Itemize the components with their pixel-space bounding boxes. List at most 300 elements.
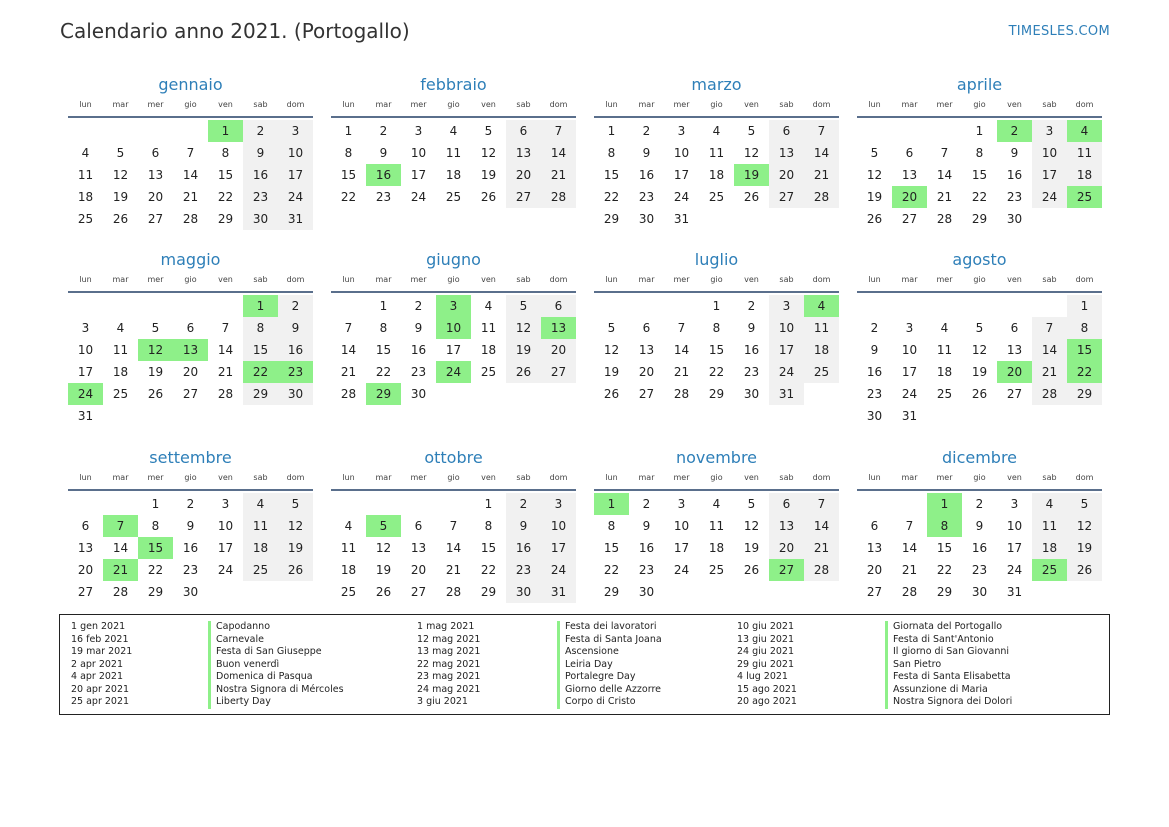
day-cell: 30 bbox=[866, 409, 883, 423]
weekday-label: lun bbox=[605, 100, 618, 109]
weekday-label: ven bbox=[481, 100, 496, 109]
weekday-label: sab bbox=[1042, 473, 1057, 482]
weekday-header bbox=[68, 98, 313, 118]
day-cell: 18 bbox=[708, 541, 725, 555]
day-cell: 27 bbox=[506, 186, 541, 208]
weekday-label: mer bbox=[936, 275, 953, 284]
day-cell: 25 bbox=[804, 361, 839, 383]
day-cell: 31 bbox=[77, 409, 94, 423]
day-cell: 10 bbox=[1006, 519, 1023, 533]
day-cell: 17 bbox=[217, 541, 234, 555]
day-cell: 17 bbox=[445, 343, 462, 357]
day-cell: 16 bbox=[866, 365, 883, 379]
day-cell: 21 bbox=[936, 190, 953, 204]
weekday-label: mer bbox=[147, 275, 164, 284]
day-cell: 19 bbox=[278, 537, 313, 559]
holiday-cell: 29 bbox=[366, 383, 401, 405]
legend-holiday-name: Leiria Day bbox=[557, 659, 662, 672]
weekday-label: mar bbox=[375, 473, 392, 482]
day-cell: 21 bbox=[217, 365, 234, 379]
empty-cell bbox=[138, 120, 173, 142]
day-cell: 17 bbox=[769, 339, 804, 361]
day-cell: 13 bbox=[638, 343, 655, 357]
day-cell: 24 bbox=[1006, 563, 1023, 577]
weekday-header bbox=[594, 273, 839, 293]
day-cell: 16 bbox=[182, 541, 199, 555]
empty-cell bbox=[629, 295, 664, 317]
day-grid bbox=[594, 295, 839, 405]
day-cell: 3 bbox=[1032, 120, 1067, 142]
month-name: gennaio bbox=[158, 75, 223, 94]
weekday-label: sab bbox=[253, 275, 268, 284]
day-cell: 7 bbox=[804, 493, 839, 515]
day-cell: 26 bbox=[278, 559, 313, 581]
empty-cell bbox=[173, 295, 208, 317]
day-cell: 24 bbox=[673, 563, 690, 577]
legend-holiday-name: Buon venerdì bbox=[208, 659, 344, 672]
day-cell: 9 bbox=[278, 317, 313, 339]
day-cell: 26 bbox=[480, 190, 497, 204]
weekday-label: lun bbox=[342, 473, 355, 482]
weekday-label: lun bbox=[342, 275, 355, 284]
weekday-label: mar bbox=[901, 100, 918, 109]
month-name: dicembre bbox=[941, 448, 1018, 467]
day-cell: 23 bbox=[866, 387, 883, 401]
day-cell: 16 bbox=[638, 168, 655, 182]
day-cell: 9 bbox=[975, 519, 984, 533]
day-cell: 28 bbox=[182, 212, 199, 226]
weekday-header bbox=[857, 471, 1102, 491]
legend-date: 16 feb 2021 bbox=[71, 633, 129, 645]
day-cell: 11 bbox=[708, 519, 725, 533]
day-grid bbox=[331, 295, 576, 405]
month-dicembre bbox=[857, 447, 1102, 607]
day-cell: 27 bbox=[147, 212, 164, 226]
day-cell: 17 bbox=[541, 537, 576, 559]
day-cell: 19 bbox=[1067, 537, 1102, 559]
legend-date: 24 giu 2021 bbox=[737, 646, 794, 657]
weekday-label: ven bbox=[481, 473, 496, 482]
weekday-label: sab bbox=[1042, 100, 1057, 109]
day-cell: 25 bbox=[340, 585, 357, 599]
day-cell: 29 bbox=[243, 383, 278, 405]
day-cell: 8 bbox=[484, 519, 493, 533]
day-cell: 16 bbox=[971, 541, 988, 555]
day-cell: 15 bbox=[971, 168, 988, 182]
month-name: aprile bbox=[956, 75, 1003, 94]
empty-cell bbox=[857, 120, 892, 142]
day-cell: 12 bbox=[971, 343, 988, 357]
weekday-label: lun bbox=[868, 473, 881, 482]
weekday-label: ven bbox=[1007, 275, 1022, 284]
day-cell: 26 bbox=[866, 212, 883, 226]
day-cell: 19 bbox=[375, 563, 392, 577]
weekday-header bbox=[594, 98, 839, 118]
day-cell: 4 bbox=[712, 497, 721, 511]
day-cell: 21 bbox=[804, 537, 839, 559]
day-cell: 18 bbox=[936, 365, 953, 379]
day-cell: 16 bbox=[278, 339, 313, 361]
day-cell: 10 bbox=[673, 519, 690, 533]
day-cell: 6 bbox=[769, 493, 804, 515]
day-cell: 12 bbox=[866, 168, 883, 182]
empty-cell bbox=[594, 295, 629, 317]
legend-holiday-name: Nostra Signora di Mércoles bbox=[208, 684, 344, 697]
day-cell: 30 bbox=[638, 585, 655, 599]
day-cell: 20 bbox=[769, 537, 804, 559]
legend-date: 19 mar 2021 bbox=[71, 646, 133, 657]
weekday-label: mer bbox=[673, 100, 690, 109]
weekday-label: dom bbox=[549, 473, 568, 482]
day-cell: 14 bbox=[901, 541, 918, 555]
day-cell: 6 bbox=[414, 519, 423, 533]
day-cell: 1 bbox=[1067, 295, 1102, 317]
holiday-cell: 15 bbox=[1067, 339, 1102, 361]
legend-name-column bbox=[557, 621, 662, 709]
legend-holiday-name: Corpo di Cristo bbox=[557, 696, 662, 709]
day-cell: 21 bbox=[340, 365, 357, 379]
day-grid bbox=[857, 120, 1102, 230]
month-gennaio bbox=[68, 74, 313, 249]
day-cell: 1 bbox=[344, 124, 353, 138]
empty-cell bbox=[138, 295, 173, 317]
day-cell: 28 bbox=[541, 186, 576, 208]
holiday-cell: 1 bbox=[208, 120, 243, 142]
weekday-label: mar bbox=[112, 100, 129, 109]
day-cell: 12 bbox=[743, 146, 760, 160]
day-cell: 18 bbox=[340, 563, 357, 577]
day-cell: 11 bbox=[804, 317, 839, 339]
month-novembre bbox=[594, 447, 839, 607]
weekday-label: mar bbox=[638, 275, 655, 284]
legend-date: 2 apr 2021 bbox=[71, 658, 124, 670]
day-cell: 9 bbox=[1010, 146, 1019, 160]
day-cell: 1 bbox=[607, 124, 616, 138]
day-cell: 3 bbox=[278, 120, 313, 142]
legend-holiday-name: Festa dei lavoratori bbox=[557, 621, 662, 634]
day-cell: 30 bbox=[638, 212, 655, 226]
day-cell: 14 bbox=[445, 541, 462, 555]
day-cell: 5 bbox=[151, 321, 160, 335]
day-cell: 2 bbox=[414, 299, 423, 313]
day-cell: 27 bbox=[182, 387, 199, 401]
day-cell: 19 bbox=[506, 339, 541, 361]
day-cell: 7 bbox=[221, 321, 230, 335]
day-cell: 17 bbox=[410, 168, 427, 182]
day-cell: 19 bbox=[971, 365, 988, 379]
day-cell: 30 bbox=[278, 383, 313, 405]
day-cell: 25 bbox=[936, 387, 953, 401]
day-cell: 22 bbox=[936, 563, 953, 577]
legend-date: 24 mag 2021 bbox=[417, 683, 481, 695]
day-cell: 29 bbox=[603, 585, 620, 599]
day-cell: 26 bbox=[743, 190, 760, 204]
day-cell: 21 bbox=[804, 164, 839, 186]
day-cell: 2 bbox=[243, 120, 278, 142]
weekday-label: ven bbox=[481, 275, 496, 284]
day-cell: 17 bbox=[673, 541, 690, 555]
day-cell: 31 bbox=[541, 581, 576, 603]
day-cell: 13 bbox=[769, 515, 804, 537]
day-cell: 6 bbox=[541, 295, 576, 317]
day-cell: 25 bbox=[708, 190, 725, 204]
holiday-cell: 20 bbox=[892, 186, 927, 208]
weekday-label: gio bbox=[973, 473, 986, 482]
legend-holiday-name: Giornata del Portogallo bbox=[885, 621, 1012, 634]
legend-date: 22 mag 2021 bbox=[417, 658, 481, 670]
holiday-cell: 15 bbox=[138, 537, 173, 559]
day-grid bbox=[68, 493, 313, 603]
weekday-label: ven bbox=[218, 100, 233, 109]
weekday-label: gio bbox=[973, 100, 986, 109]
day-cell: 12 bbox=[743, 519, 760, 533]
day-cell: 19 bbox=[603, 365, 620, 379]
day-cell: 26 bbox=[506, 361, 541, 383]
day-cell: 22 bbox=[971, 190, 988, 204]
day-cell: 29 bbox=[147, 585, 164, 599]
day-cell: 25 bbox=[112, 387, 129, 401]
day-cell: 13 bbox=[866, 541, 883, 555]
day-cell: 6 bbox=[870, 519, 879, 533]
holiday-cell: 22 bbox=[243, 361, 278, 383]
legend-holiday-name: Festa di San Giuseppe bbox=[208, 646, 344, 659]
day-cell: 19 bbox=[480, 168, 497, 182]
day-cell: 13 bbox=[77, 541, 94, 555]
month-name: agosto bbox=[952, 250, 1007, 269]
day-cell: 5 bbox=[975, 321, 984, 335]
day-cell: 24 bbox=[217, 563, 234, 577]
day-cell: 4 bbox=[116, 321, 125, 335]
legend-date: 3 giu 2021 bbox=[417, 696, 468, 707]
day-cell: 23 bbox=[410, 365, 427, 379]
empty-cell bbox=[331, 295, 366, 317]
day-cell: 11 bbox=[936, 343, 953, 357]
weekday-label: lun bbox=[79, 275, 92, 284]
legend-holiday-name: Liberty Day bbox=[208, 696, 344, 709]
weekday-label: lun bbox=[868, 275, 881, 284]
day-cell: 3 bbox=[769, 295, 804, 317]
weekday-label: lun bbox=[79, 473, 92, 482]
day-cell: 22 bbox=[480, 563, 497, 577]
weekday-label: lun bbox=[868, 100, 881, 109]
weekday-label: mar bbox=[375, 275, 392, 284]
weekday-label: gio bbox=[710, 100, 723, 109]
empty-cell bbox=[436, 493, 471, 515]
day-cell: 3 bbox=[1010, 497, 1019, 511]
holiday-cell: 16 bbox=[366, 164, 401, 186]
day-cell: 1 bbox=[151, 497, 160, 511]
day-cell: 1 bbox=[712, 299, 721, 313]
legend-holiday-name: Il giorno di San Giovanni bbox=[885, 646, 1012, 659]
day-cell: 21 bbox=[673, 365, 690, 379]
day-cell: 14 bbox=[182, 168, 199, 182]
legend-date: 15 ago 2021 bbox=[737, 683, 797, 695]
day-cell: 14 bbox=[217, 343, 234, 357]
day-cell: 20 bbox=[147, 190, 164, 204]
weekday-label: dom bbox=[286, 100, 305, 109]
day-cell: 7 bbox=[449, 519, 458, 533]
day-cell: 21 bbox=[182, 190, 199, 204]
weekday-label: dom bbox=[549, 275, 568, 284]
day-cell: 27 bbox=[866, 585, 883, 599]
day-cell: 20 bbox=[866, 563, 883, 577]
day-cell: 5 bbox=[870, 146, 879, 160]
day-cell: 7 bbox=[541, 120, 576, 142]
day-cell: 6 bbox=[1010, 321, 1019, 335]
day-cell: 8 bbox=[151, 519, 160, 533]
day-cell: 16 bbox=[638, 541, 655, 555]
empty-cell bbox=[331, 493, 366, 515]
day-cell: 17 bbox=[278, 164, 313, 186]
month-name: maggio bbox=[160, 250, 221, 269]
day-cell: 19 bbox=[147, 365, 164, 379]
day-cell: 10 bbox=[769, 317, 804, 339]
legend-date: 4 lug 2021 bbox=[737, 671, 788, 682]
holiday-cell: 2 bbox=[997, 120, 1032, 142]
day-cell: 30 bbox=[182, 585, 199, 599]
day-cell: 3 bbox=[221, 497, 230, 511]
day-cell: 15 bbox=[375, 343, 392, 357]
weekday-header bbox=[331, 98, 576, 118]
weekday-label: mar bbox=[638, 473, 655, 482]
day-cell: 2 bbox=[379, 124, 388, 138]
day-cell: 10 bbox=[217, 519, 234, 533]
weekday-label: mar bbox=[638, 100, 655, 109]
day-cell: 8 bbox=[379, 321, 388, 335]
day-cell: 10 bbox=[410, 146, 427, 160]
day-cell: 3 bbox=[541, 493, 576, 515]
legend-date: 23 mag 2021 bbox=[417, 671, 481, 682]
empty-cell bbox=[103, 493, 138, 515]
day-cell: 21 bbox=[445, 563, 462, 577]
day-cell: 4 bbox=[449, 124, 458, 138]
day-cell: 28 bbox=[901, 585, 918, 599]
legend-date: 20 ago 2021 bbox=[737, 696, 797, 707]
day-cell: 8 bbox=[243, 317, 278, 339]
day-cell: 3 bbox=[81, 321, 90, 335]
legend-holiday-name: Carnevale bbox=[208, 634, 344, 647]
day-cell: 25 bbox=[77, 212, 94, 226]
weekday-label: ven bbox=[218, 275, 233, 284]
day-cell: 22 bbox=[217, 190, 234, 204]
weekday-label: dom bbox=[1075, 473, 1094, 482]
weekday-label: sab bbox=[779, 100, 794, 109]
day-cell: 29 bbox=[1067, 383, 1102, 405]
day-cell: 15 bbox=[936, 541, 953, 555]
weekday-label: mar bbox=[112, 473, 129, 482]
day-cell: 28 bbox=[340, 387, 357, 401]
day-cell: 30 bbox=[1006, 212, 1023, 226]
day-cell: 5 bbox=[278, 493, 313, 515]
day-cell: 22 bbox=[375, 365, 392, 379]
day-cell: 31 bbox=[278, 208, 313, 230]
day-cell: 24 bbox=[769, 361, 804, 383]
legend-date: 13 mag 2021 bbox=[417, 646, 481, 657]
legend-date: 4 apr 2021 bbox=[71, 671, 124, 682]
day-cell: 3 bbox=[414, 124, 423, 138]
day-cell: 22 bbox=[603, 190, 620, 204]
day-cell: 28 bbox=[112, 585, 129, 599]
legend-date-column bbox=[737, 621, 797, 709]
day-grid bbox=[594, 120, 839, 230]
brand-link[interactable]: TIMESLES.COM bbox=[1008, 24, 1110, 39]
legend-holiday-name: Festa di Santa Joana bbox=[557, 634, 662, 647]
day-cell: 7 bbox=[940, 146, 949, 160]
weekday-label: gio bbox=[447, 473, 460, 482]
month-agosto bbox=[857, 249, 1102, 447]
day-cell: 16 bbox=[743, 343, 760, 357]
day-cell: 9 bbox=[414, 321, 423, 335]
holiday-cell: 4 bbox=[1067, 120, 1102, 142]
day-cell: 8 bbox=[344, 146, 353, 160]
day-cell: 4 bbox=[81, 146, 90, 160]
day-cell: 14 bbox=[541, 142, 576, 164]
weekday-label: sab bbox=[779, 275, 794, 284]
holiday-cell: 4 bbox=[804, 295, 839, 317]
day-cell: 5 bbox=[1067, 493, 1102, 515]
weekday-label: sab bbox=[779, 473, 794, 482]
day-cell: 22 bbox=[147, 563, 164, 577]
day-cell: 15 bbox=[708, 343, 725, 357]
weekday-header bbox=[331, 273, 576, 293]
day-cell: 9 bbox=[379, 146, 388, 160]
day-cell: 18 bbox=[480, 343, 497, 357]
day-cell: 18 bbox=[1032, 537, 1067, 559]
day-cell: 14 bbox=[804, 515, 839, 537]
legend-name-column bbox=[885, 621, 1012, 709]
day-cell: 5 bbox=[747, 124, 756, 138]
day-cell: 20 bbox=[410, 563, 427, 577]
day-cell: 8 bbox=[607, 519, 616, 533]
weekday-label: gio bbox=[447, 100, 460, 109]
day-cell: 25 bbox=[445, 190, 462, 204]
holiday-cell: 20 bbox=[997, 361, 1032, 383]
month-name: giugno bbox=[426, 250, 481, 269]
day-cell: 25 bbox=[708, 563, 725, 577]
day-cell: 16 bbox=[243, 164, 278, 186]
holiday-cell: 21 bbox=[103, 559, 138, 581]
day-cell: 16 bbox=[1006, 168, 1023, 182]
day-cell: 28 bbox=[445, 585, 462, 599]
day-cell: 25 bbox=[480, 365, 497, 379]
day-cell: 27 bbox=[541, 361, 576, 383]
weekday-label: mar bbox=[901, 275, 918, 284]
day-cell: 24 bbox=[1032, 186, 1067, 208]
weekday-label: sab bbox=[516, 100, 531, 109]
weekday-label: dom bbox=[1075, 100, 1094, 109]
page-title: Calendario anno 2021. (Portogallo) bbox=[60, 19, 410, 43]
empty-cell bbox=[68, 120, 103, 142]
day-cell: 11 bbox=[340, 541, 357, 555]
day-cell: 18 bbox=[112, 365, 129, 379]
weekday-label: gio bbox=[184, 473, 197, 482]
day-cell: 7 bbox=[677, 321, 686, 335]
day-cell: 28 bbox=[1032, 383, 1067, 405]
day-cell: 2 bbox=[642, 124, 651, 138]
day-cell: 27 bbox=[410, 585, 427, 599]
day-cell: 8 bbox=[712, 321, 721, 335]
day-cell: 17 bbox=[77, 365, 94, 379]
day-cell: 12 bbox=[506, 317, 541, 339]
day-cell: 9 bbox=[243, 142, 278, 164]
day-cell: 22 bbox=[603, 563, 620, 577]
weekday-label: lun bbox=[605, 473, 618, 482]
day-cell: 23 bbox=[243, 186, 278, 208]
day-cell: 23 bbox=[375, 190, 392, 204]
weekday-label: mer bbox=[410, 473, 427, 482]
day-cell: 14 bbox=[936, 168, 953, 182]
month-settembre bbox=[68, 447, 313, 607]
